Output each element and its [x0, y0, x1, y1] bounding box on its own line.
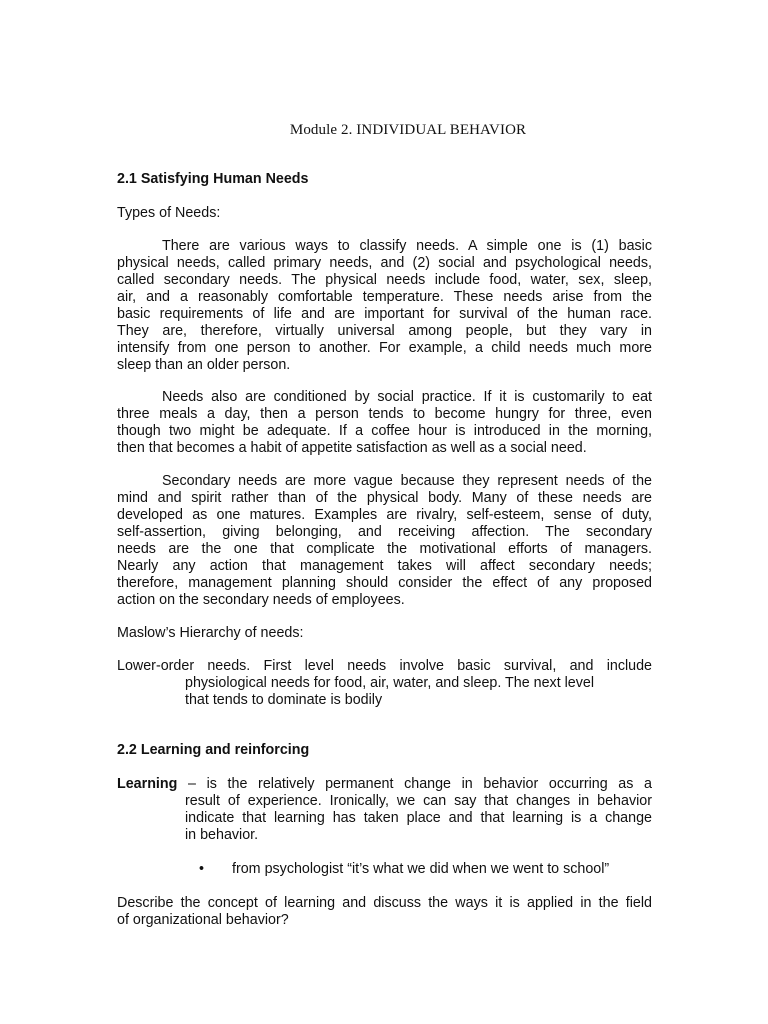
text-line: needs are the one that complicate the motivational efforts of managers. — [117, 541, 652, 557]
text-line: indicate that learning has taken place and that learning is a change — [185, 810, 652, 826]
types-of-needs-label: Types of Needs: — [117, 205, 221, 221]
bullet-text: from psychologist “it’s what we did when we went to school” — [232, 861, 610, 877]
text-line: Lower-order needs. First level needs involve basic survival, and include — [117, 658, 652, 674]
paragraph-secondary-needs — [117, 473, 652, 609]
bullet-item — [199, 861, 609, 878]
section-heading-2-2: 2.2 Learning and reinforcing — [117, 742, 310, 758]
text-line: Secondary needs are more vague because they represent needs of the — [162, 473, 652, 489]
text-line: physical needs, called primary needs, and (2) social and psychological needs, — [117, 255, 652, 271]
maslow-label: Maslow’s Hierarchy of needs: — [117, 625, 304, 641]
text-line: mind and spirit rather than of the physical body. Many of these needs are — [117, 490, 652, 506]
text-line: basic requirements of life and are important for survival of the human race. — [117, 306, 652, 322]
text-line: called secondary needs. The physical needs include food, water, sex, sleep, — [117, 272, 652, 288]
learning-definition — [117, 776, 652, 844]
text-line: They are, therefore, virtually universal among people, but they vary in — [117, 323, 652, 339]
text-line: air, and a reasonably comfortable temperature. These needs arise from the — [117, 289, 652, 305]
text-line: sleep than an older person. — [117, 357, 291, 373]
text-line: of organizational behavior? — [117, 912, 289, 928]
text-line: intensify from one person to another. For example, a child needs much more — [117, 340, 652, 356]
text-line: Nearly any action that management takes will affect secondary needs; — [117, 558, 652, 574]
text-line: Needs also are conditioned by social practice. If it is customarily to eat — [162, 389, 652, 405]
learning-term: Learning — [117, 776, 178, 792]
text-line: therefore, management planning should consider the effect of any proposed — [117, 575, 652, 591]
discussion-question — [117, 895, 652, 929]
section-heading-2-1: 2.1 Satisfying Human Needs — [117, 171, 309, 187]
text-line: There are various ways to classify needs. A simple one is (1) basic — [162, 238, 652, 254]
text-line: action on the secondary needs of employees. — [117, 592, 405, 608]
bullet-icon: • — [199, 861, 205, 877]
text-line: though two might be adequate. If a coffee hour is introduced in the morning, — [117, 423, 652, 439]
learning-def-text: – is the relatively permanent change in behavior occurring as a — [177, 776, 652, 792]
text-line: then that becomes a habit of appetite satisfaction as well as a social need. — [117, 440, 587, 456]
lower-order-needs — [117, 658, 652, 709]
text-line — [117, 776, 652, 793]
text-line: developed as one matures. Examples are rivalry, self-esteem, sense of duty, — [117, 507, 652, 523]
paragraph-needs-classification — [117, 238, 652, 374]
text-line: Describe the concept of learning and discuss the ways it is applied in the field — [117, 895, 652, 911]
paragraph-social-practice — [117, 389, 652, 457]
text-line: that tends to dominate is bodily — [185, 692, 383, 708]
text-line: three meals a day, then a person tends to become hungry for three, even — [117, 406, 652, 422]
text-line: result of experience. Ironically, we can say that changes in behavior — [185, 793, 652, 809]
text-line: self-assertion, giving belonging, and receiving affection. The secondary — [117, 524, 652, 540]
text-line: physiological needs for food, air, water, and sleep. The next level — [185, 675, 595, 691]
text-line: in behavior. — [185, 827, 259, 843]
module-title: Module 2. INDIVIDUAL BEHAVIOR — [289, 122, 527, 138]
